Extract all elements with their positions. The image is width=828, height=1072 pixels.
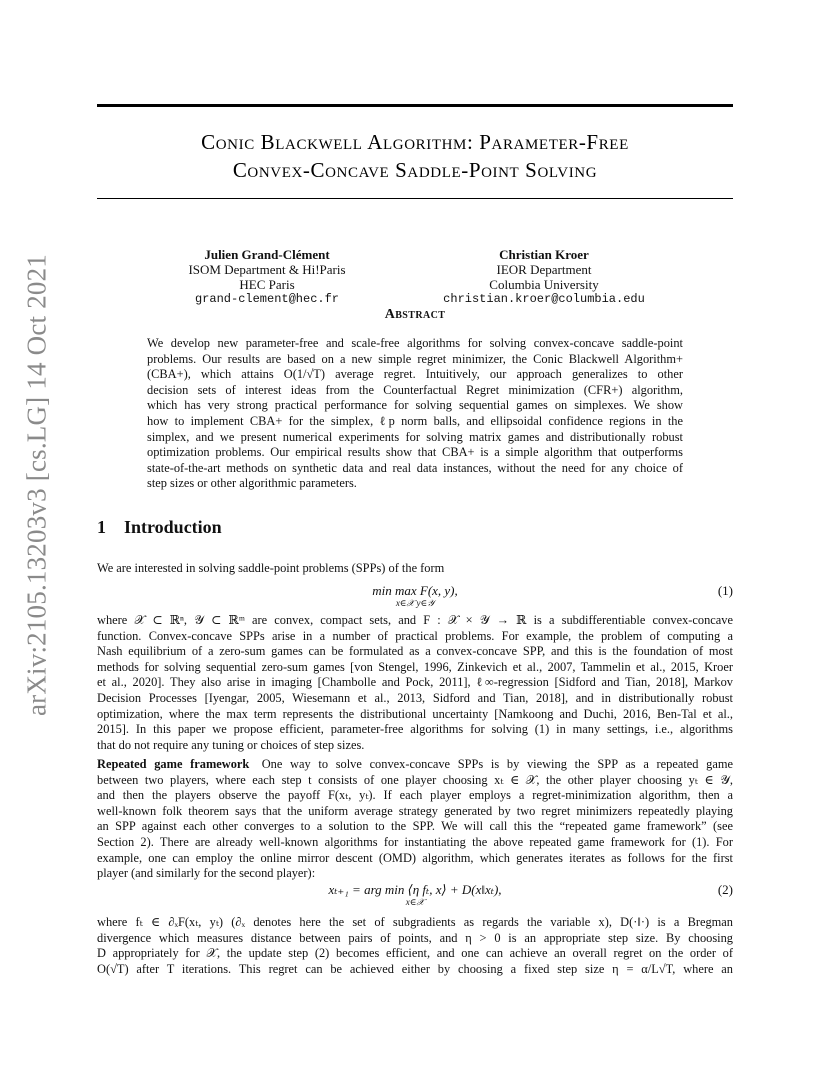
equation-2: [97, 882, 733, 910]
text-line: between two players, where each step t consists of one player choosing xₜ ∈ 𝒳, the other player choosing yₜ ∈ 𝒴,: [97, 772, 733, 787]
text-span: One way to solve convex-concave SPPs is by viewing the SPP as a repeated game: [261, 757, 733, 771]
text-line: Nash equilibrium of a zero-sum games can be formulated as a convex-concave SPP, and this is the foundation of most: [97, 644, 733, 659]
author-affiliation: Columbia University: [489, 277, 599, 292]
equation-expression: min max F(x, y),: [372, 583, 458, 598]
text-line: O(√T) after T iterations. This regret can be achieved either by choosing a fixed step size η = α/L√T, where an: [97, 961, 733, 976]
paragraph-2: [97, 757, 733, 882]
abstract-line: optimization problems. Our empirical results show that CBA+ is a simple algorithm that outperforms: [147, 445, 683, 460]
abstract-line: which has very strong practical performance for solving sequential games on simplexes. We show: [147, 398, 683, 413]
author-affiliation: IEOR Department: [496, 262, 592, 277]
title-line-2: Convex-Concave Saddle-Point Solving: [232, 158, 598, 182]
abstract-heading: Abstract: [384, 307, 446, 322]
equation-number: (1): [717, 583, 733, 598]
abstract-line: step sizes or other algorithmic parameters.: [147, 476, 357, 491]
title-rule-top: [97, 104, 733, 107]
equation-subscript: x∈𝒳 y∈𝒴: [395, 598, 435, 608]
intro-sentence: [97, 561, 733, 577]
text-line: and then the players observe the payoff F(xₜ, yₜ). If each player employs a regret-minimization algorithm, then a: [97, 788, 733, 803]
arxiv-margin-stamp: arXiv:2105.13203v3 [cs.LG] 14 Oct 2021: [21, 253, 52, 717]
author-block-1: [147, 247, 387, 307]
text-line: methods for solving sequential zero-sum games [von Stengel, 1996, Zinkevich et al., 2007, Tammelin et al., 2015, Kroer: [97, 659, 733, 674]
abstract-line: how to implement CBA+ for the simplex, ℓp norm balls, and ellipsoidal confidence regions in the: [147, 413, 683, 428]
abstract-line: decision sets of interest ideas from the Counterfactual Regret minimization (CFR+) algorithm,: [147, 382, 683, 397]
abstract-line: simplex, and we present numerical experiments for solving matrix games and distributionally robust: [147, 429, 683, 444]
text-line: where 𝒳 ⊂ ℝⁿ, 𝒴 ⊂ ℝᵐ are convex, compact sets, and F : 𝒳 × 𝒴 → ℝ is a subdifferentiable convex-concave: [97, 613, 733, 627]
author-name: Christian Kroer: [499, 247, 589, 262]
equation-1: [97, 583, 733, 611]
paragraph-1: [97, 613, 733, 753]
equation-number: (2): [717, 882, 733, 897]
text-line: We are interested in solving saddle-point problems (SPPs) of the form: [97, 561, 445, 575]
text-line: Decision Processes [Iyengar, 2005, Wiesemann et al., 2013, Sidford and Tian, 2018], and in distributionally robust: [97, 690, 733, 705]
abstract-line: We develop new parameter-free and scale-free algorithms for solving convex-concave saddle-point: [147, 336, 683, 350]
text-line: function. Convex-concave SPPs arise in a number of practical problems. For example, the problem of computing a: [97, 628, 733, 643]
paragraph-run-in-heading: Repeated game framework: [97, 757, 250, 771]
author-name: Julien Grand-Clément: [204, 247, 330, 262]
text-line: example, one can employ the online mirror descent (OMD) algorithm, which generates iterates as follows for the first: [97, 850, 733, 865]
author-email: christian.kroer@columbia.edu: [443, 292, 645, 306]
author-affiliation: ISOM Department & Hi!Paris: [188, 262, 346, 277]
author-block-2: [424, 247, 664, 307]
text-line: divergence which measures distance between pairs of points, and η > 0 is an appropriate step size. By choosing: [97, 930, 733, 945]
author-email: grand-clement@hec.fr: [194, 292, 340, 306]
section-title: Introduction: [124, 517, 222, 537]
text-line: Section 2). There are already well-known algorithms for instantiating the above repeated game framework for (1). For: [97, 834, 733, 849]
author-affiliation: HEC Paris: [239, 277, 295, 292]
abstract-body: [147, 336, 683, 492]
title-line-1: Conic Blackwell Algorithm: Parameter-Free: [201, 130, 629, 154]
text-line: an SPP against each other converges to a solution to the SPP. We will call this the “repeated game framework” (see: [97, 819, 733, 834]
text-line: 2015]. In this paper we propose efficient, parameter-free algorithms for solving (1) in many settings, i.e., algorithms: [97, 722, 733, 737]
text-line: that do not require any tuning or choices of step sizes.: [97, 737, 365, 752]
text-line: player (and similarly for the second player):: [97, 866, 316, 881]
paper-title: [97, 128, 733, 184]
text-line: where fₜ ∈ ∂ₓF(xₜ, yₜ) (∂ₓ denotes here the set of subgradients as regards the variable x), D(·‖·) is a Bregman: [97, 915, 733, 929]
equation-expression: xₜ₊₁ = arg min ⟨η fₜ, x⟩ + D(x‖xₜ),: [328, 882, 502, 897]
abstract-line: problems. Our results are based on a new simple regret minimizer, the Conic Blackwell Algorithm+: [147, 351, 683, 366]
text-line: well-known folk theorem says that the uniform average strategy generated by two regret minimizers repeatedly playing: [97, 803, 733, 818]
text-line: et al., 2020]. They also arise in imaging [Chambolle and Pock, 2011], ℓ∞-regression [Sidford and Tian, 2018], Markov: [97, 675, 733, 690]
section-heading: [97, 517, 222, 538]
text-line: optimization, where the max term represents the distributional uncertainty [Namkoong and Duchi, 2016, Ben-Tal et al.,: [97, 706, 733, 721]
section-number: 1: [97, 517, 106, 537]
text-line: [97, 757, 733, 773]
abstract-line: (CBA+), which attains O(1/√T) average regret. Intuitively, our approach generalizes to other: [147, 367, 683, 382]
paragraph-3: [97, 915, 733, 977]
text-line: D appropriately for 𝒳, the update step (2) becomes efficient, and one can achieve an overall regret on the order of: [97, 946, 733, 961]
abstract-line: state-of-the-art methods on synthetic data and real data instances, without the need for any choice of: [147, 460, 683, 475]
equation-subscript: x∈𝒳: [405, 897, 425, 907]
title-rule-bottom: [97, 198, 733, 199]
